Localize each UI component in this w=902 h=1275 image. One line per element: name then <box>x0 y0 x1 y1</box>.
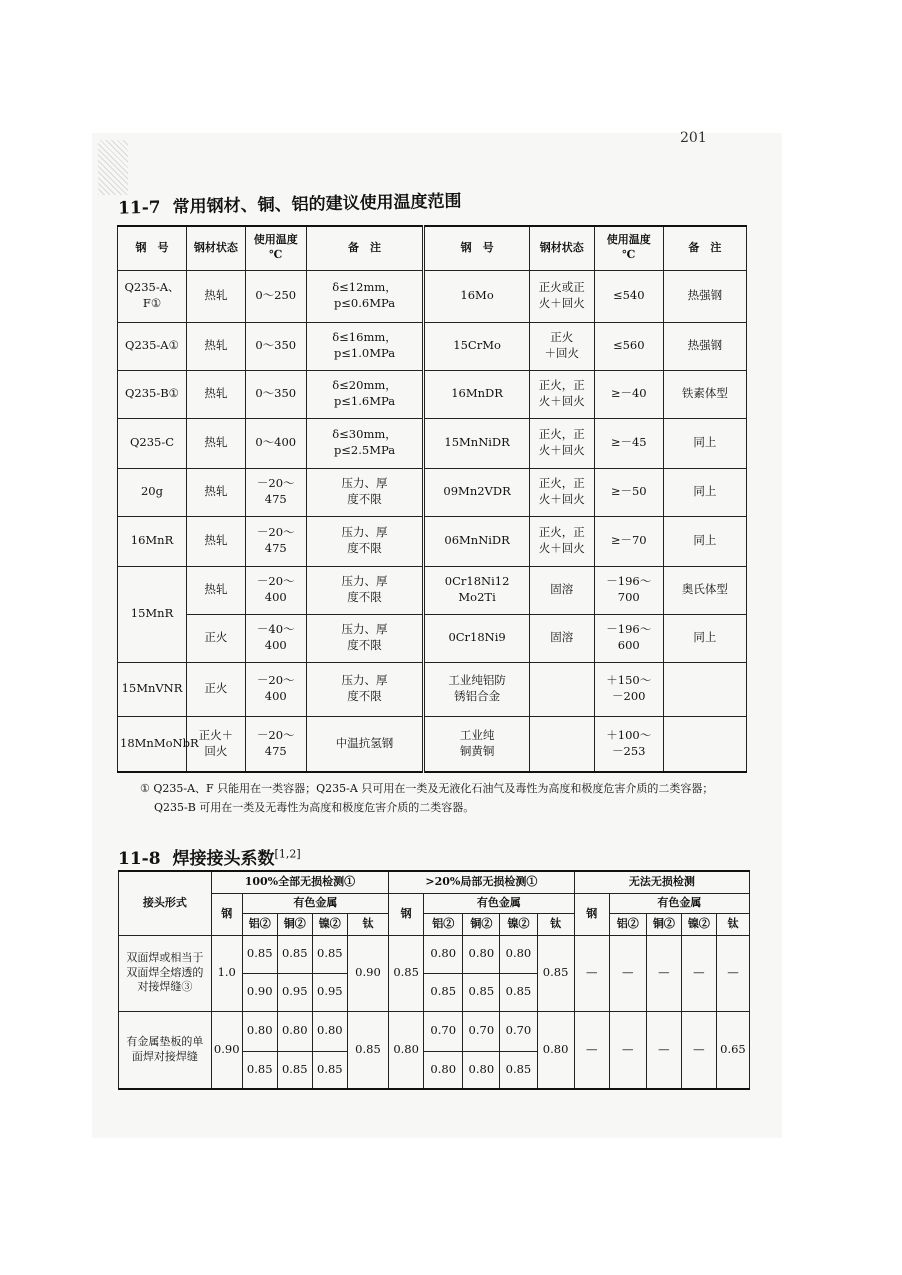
cell <box>663 716 746 772</box>
cell: ＋150～ －200 <box>594 662 663 716</box>
header-partial-ndt: >20%局部无损检测① <box>389 871 575 893</box>
header-nickel: 镍② <box>681 913 716 935</box>
cell: 0.80 <box>242 1011 277 1051</box>
cell: 正火 <box>186 662 245 716</box>
cell: — <box>681 1011 716 1089</box>
cell: — <box>574 1011 609 1089</box>
cell: δ≤16mm， p≤1.0MPa <box>306 322 424 370</box>
cell: — <box>609 935 646 1011</box>
cell <box>529 662 594 716</box>
cell: 0.80 <box>537 1011 574 1089</box>
cell: 15MnVNR <box>118 662 187 716</box>
cell: －20～475 <box>245 716 306 772</box>
cell: 0～250 <box>245 270 306 322</box>
cell: ≥－45 <box>594 418 663 468</box>
header-titanium: 钛 <box>716 913 749 935</box>
header-remark: 备 注 <box>306 226 424 270</box>
table-row <box>118 370 747 418</box>
cell: 正火，正 火＋回火 <box>529 516 594 566</box>
cell: 1.0 <box>211 935 242 1011</box>
cell: 0.85 <box>463 973 500 1011</box>
header-state: 钢材状态 <box>186 226 245 270</box>
cell: 0.80 <box>463 1051 500 1089</box>
header-temperature: 使用温度 ℃ <box>245 226 306 270</box>
header-steel: 钢 <box>211 893 242 935</box>
cell: 0.65 <box>716 1011 749 1089</box>
cell: 0.85 <box>424 973 463 1011</box>
cell: 热轧 <box>186 270 245 322</box>
cell: 正火 <box>186 614 245 662</box>
cell: －20～400 <box>245 566 306 614</box>
table-header-row <box>119 871 750 893</box>
footnote-line-2: Q235-B 可用在一类及无毒性为高度和极度危害介质的二类容器。 <box>154 800 475 814</box>
cell: — <box>646 935 681 1011</box>
cell: 0.90 <box>242 973 277 1011</box>
cell: 正火或正 火＋回火 <box>529 270 594 322</box>
cell: 固溶 <box>529 614 594 662</box>
header-titanium: 钛 <box>537 913 574 935</box>
weld-joint-coefficient-table <box>118 870 750 1090</box>
cell: －196～ 700 <box>594 566 663 614</box>
table-11-7-title: 11-7 常用钢材、铜、铝的建议使用温度范围 <box>117 191 462 219</box>
cell: ＋100～ －253 <box>594 716 663 772</box>
cell: 热轧 <box>186 322 245 370</box>
cell: 0.80 <box>424 935 463 973</box>
cell: 0.85 <box>500 1051 537 1089</box>
cell: 中温抗氢钢 <box>306 716 424 772</box>
cell: 压力、厚 度不限 <box>306 516 424 566</box>
cell: 压力、厚 度不限 <box>306 614 424 662</box>
cell: 16MnDR <box>424 370 530 418</box>
cell: — <box>609 1011 646 1089</box>
header-nonferrous: 有色金属 <box>609 893 749 913</box>
cell: 铁素体型 <box>663 370 746 418</box>
cell: 工业纯 铜黄铜 <box>424 716 530 772</box>
cell: 0～350 <box>245 322 306 370</box>
cell: 正火＋ 回火 <box>186 716 245 772</box>
cell: －40～400 <box>245 614 306 662</box>
header-nickel: 镍② <box>312 913 347 935</box>
cell: 0.85 <box>277 935 312 973</box>
cell: 0.85 <box>277 1051 312 1089</box>
cell: — <box>646 1011 681 1089</box>
header-nonferrous: 有色金属 <box>242 893 388 913</box>
table-row <box>118 270 747 322</box>
cell: δ≤12mm， p≤0.6MPa <box>306 270 424 322</box>
table-row <box>118 566 747 614</box>
cell: 热强钢 <box>663 270 746 322</box>
cell: －196～ 600 <box>594 614 663 662</box>
header-aluminum: 铝② <box>424 913 463 935</box>
cell: Q235-C <box>118 418 187 468</box>
cell: 0.95 <box>277 973 312 1011</box>
header-copper: 铜② <box>646 913 681 935</box>
cell: 热强钢 <box>663 322 746 370</box>
cell: 18MnMoNbR <box>118 716 187 772</box>
header-steel: 钢 <box>389 893 424 935</box>
cell: 0.80 <box>389 1011 424 1089</box>
cell: ≥－40 <box>594 370 663 418</box>
cell: 16MnR <box>118 516 187 566</box>
header-steel-grade-2: 钢 号 <box>424 226 530 270</box>
cell: 0.85 <box>312 935 347 973</box>
table-row <box>118 468 747 516</box>
cell: 0.70 <box>424 1011 463 1051</box>
header-temperature-2: 使用温度 ℃ <box>594 226 663 270</box>
cell: 06MnNiDR <box>424 516 530 566</box>
header-steel: 钢 <box>574 893 609 935</box>
cell: 15MnNiDR <box>424 418 530 468</box>
cell: 0Cr18Ni12 Mo2Ti <box>424 566 530 614</box>
cell: ≥－50 <box>594 468 663 516</box>
cell: Q235-B① <box>118 370 187 418</box>
table-row <box>118 418 747 468</box>
cell: 0.85 <box>242 935 277 973</box>
table-row <box>119 935 750 973</box>
cell: 同上 <box>663 516 746 566</box>
cell: — <box>716 935 749 1011</box>
cell: ≥－70 <box>594 516 663 566</box>
page-number: 201 <box>680 130 707 146</box>
cell: 16Mo <box>424 270 530 322</box>
header-no-ndt: 无法无损检测 <box>574 871 749 893</box>
header-state-2: 钢材状态 <box>529 226 594 270</box>
cell: 0.80 <box>424 1051 463 1089</box>
scan-noise <box>98 140 128 195</box>
table-row <box>118 614 747 662</box>
cell: 同上 <box>663 468 746 516</box>
cell: 0.85 <box>242 1051 277 1089</box>
cell: 09Mn2VDR <box>424 468 530 516</box>
cell <box>529 716 594 772</box>
header-aluminum: 铝② <box>609 913 646 935</box>
cell: 奥氏体型 <box>663 566 746 614</box>
cell: 0～350 <box>245 370 306 418</box>
row-label-double-weld: 双面焊或相当于双面焊全熔透的对接焊缝③ <box>119 935 212 1011</box>
cell: 固溶 <box>529 566 594 614</box>
header-aluminum: 铝② <box>242 913 277 935</box>
cell: 15CrMo <box>424 322 530 370</box>
row-label-single-weld: 有金属垫板的单面焊对接焊缝 <box>119 1011 212 1089</box>
cell: 0.85 <box>347 1011 388 1089</box>
cell: 0.70 <box>500 1011 537 1051</box>
cell: 0.85 <box>500 973 537 1011</box>
cell: 热轧 <box>186 566 245 614</box>
footnote-line-1: ① Q235-A、F 只能用在一类容器；Q235-A 只可用在一类及无液化石油气及毒性为高度和极度危害介质的二类容器； <box>140 782 714 795</box>
cell: 压力、厚 度不限 <box>306 566 424 614</box>
header-copper: 铜② <box>463 913 500 935</box>
cell: 0.95 <box>312 973 347 1011</box>
cell: 20g <box>118 468 187 516</box>
cell: 0.90 <box>211 1011 242 1089</box>
table-row <box>118 516 747 566</box>
cell: 热轧 <box>186 370 245 418</box>
table-row <box>118 716 747 772</box>
table-row <box>118 662 747 716</box>
cell: 同上 <box>663 418 746 468</box>
table-11-8-title: 11-8 焊接接头系数[1,2] <box>118 847 301 869</box>
header-titanium: 钛 <box>347 913 388 935</box>
cell: Q235-A、F① <box>118 270 187 322</box>
cell: 0.85 <box>312 1051 347 1089</box>
table-row <box>119 1011 750 1051</box>
cell: 压力、厚 度不限 <box>306 662 424 716</box>
table-11-7-footnote <box>140 780 760 817</box>
cell: 0.85 <box>389 935 424 1011</box>
cell: 压力、厚 度不限 <box>306 468 424 516</box>
cell: 正火，正 火＋回火 <box>529 370 594 418</box>
cell: ≤560 <box>594 322 663 370</box>
cell: 工业纯铝防 锈铝合金 <box>424 662 530 716</box>
cell: 热轧 <box>186 468 245 516</box>
cell: 15MnR <box>118 566 187 662</box>
cell: — <box>574 935 609 1011</box>
header-steel-grade: 钢 号 <box>118 226 187 270</box>
cell <box>663 662 746 716</box>
temperature-range-table <box>117 225 747 773</box>
cell: δ≤30mm， p≤2.5MPa <box>306 418 424 468</box>
cell: 0.85 <box>537 935 574 1011</box>
cell: 0Cr18Ni9 <box>424 614 530 662</box>
cell: 0.80 <box>463 935 500 973</box>
table-header-row <box>119 893 750 913</box>
header-full-ndt: 100%全部无损检测① <box>211 871 388 893</box>
cell: 同上 <box>663 614 746 662</box>
header-joint-type: 接头形式 <box>119 871 212 935</box>
cell: －20～400 <box>245 662 306 716</box>
cell: 0.70 <box>463 1011 500 1051</box>
header-nickel: 镍② <box>500 913 537 935</box>
cell: 正火 ＋回火 <box>529 322 594 370</box>
cell: 0～400 <box>245 418 306 468</box>
table-row <box>118 322 747 370</box>
cell: ≤540 <box>594 270 663 322</box>
cell: 正火，正 火＋回火 <box>529 468 594 516</box>
cell: — <box>681 935 716 1011</box>
cell: 0.90 <box>347 935 388 1011</box>
cell: 正火，正 火＋回火 <box>529 418 594 468</box>
header-remark-2: 备 注 <box>663 226 746 270</box>
cell: 热轧 <box>186 516 245 566</box>
table-header-row <box>118 226 747 270</box>
cell: －20～475 <box>245 516 306 566</box>
header-nonferrous: 有色金属 <box>424 893 575 913</box>
cell: 0.80 <box>500 935 537 973</box>
cell: Q235-A① <box>118 322 187 370</box>
cell: 0.80 <box>277 1011 312 1051</box>
cell: －20～475 <box>245 468 306 516</box>
header-copper: 铜② <box>277 913 312 935</box>
cell: δ≤20mm， p≤1.6MPa <box>306 370 424 418</box>
cell: 热轧 <box>186 418 245 468</box>
cell: 0.80 <box>312 1011 347 1051</box>
